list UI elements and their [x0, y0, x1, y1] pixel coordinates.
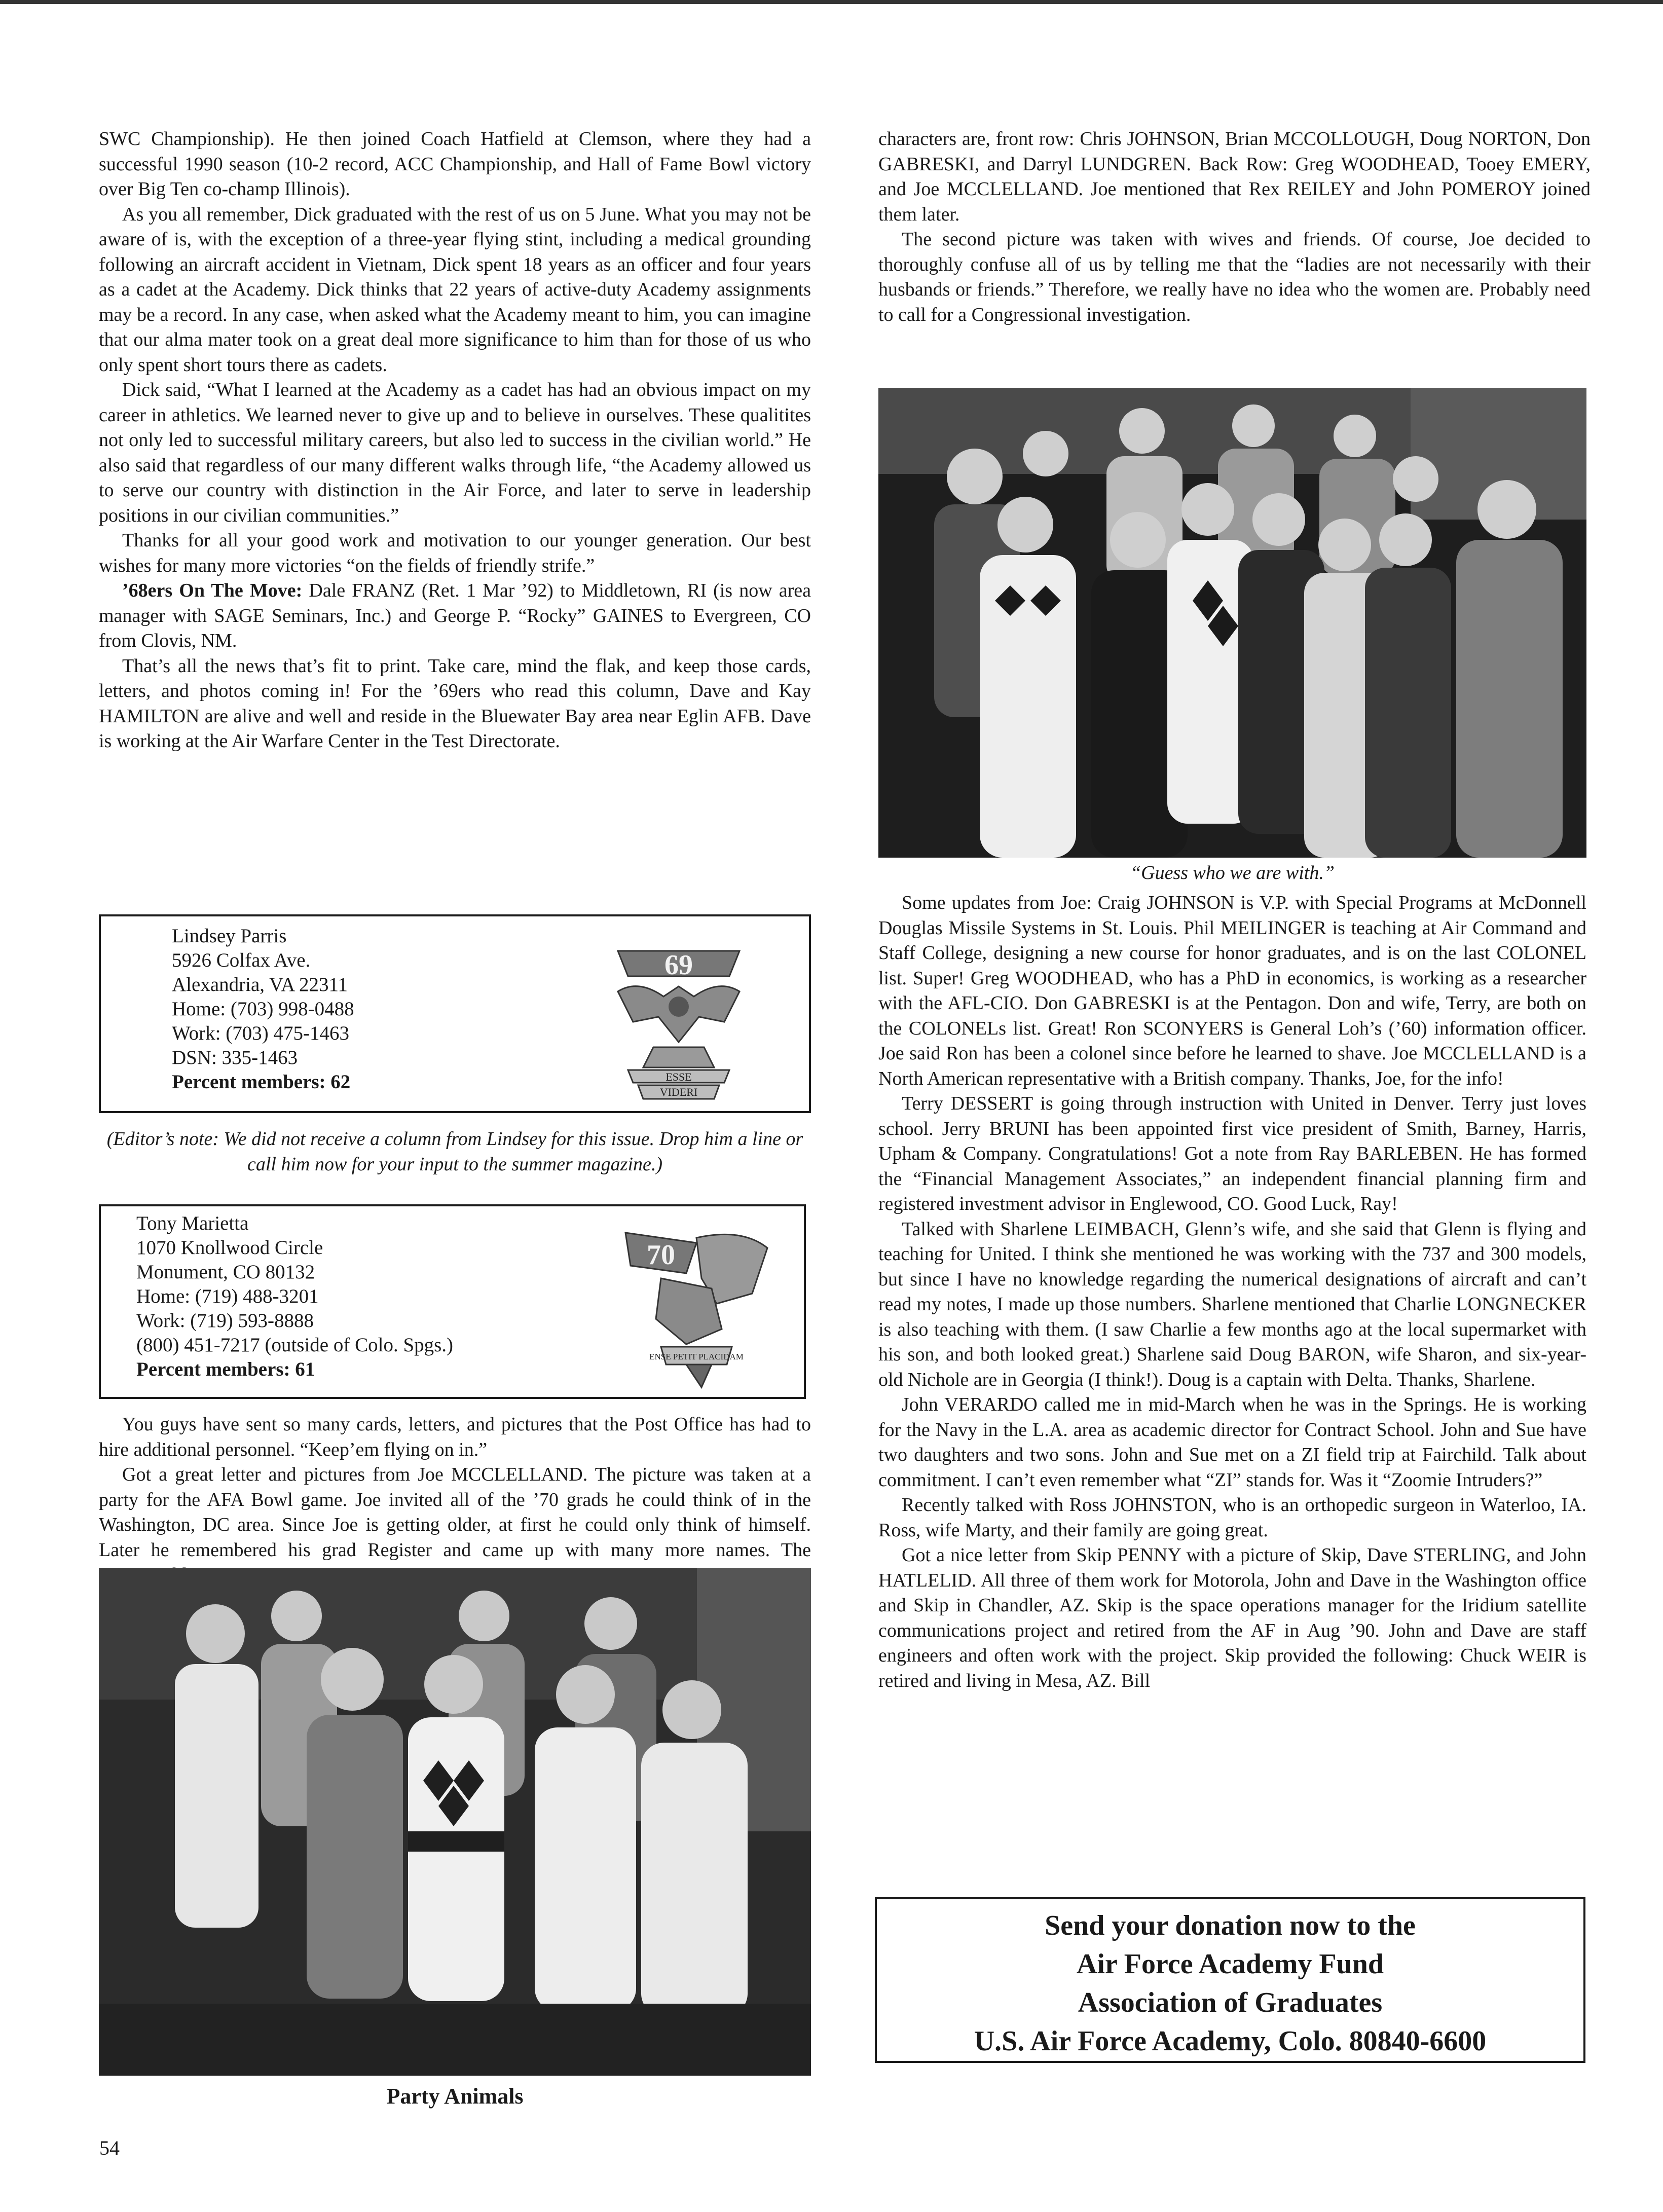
crest-year: 69	[664, 949, 693, 981]
section-lead: ’68ers On The Move:	[122, 580, 303, 601]
contact-address: 5926 Colfax Ave.	[172, 949, 311, 971]
paragraph: Thanks for all your good work and motivation to our younger generation. Our best wishes for many more victories “on the fields of friendly strife.”	[99, 530, 811, 576]
paragraph: SWC Championship). He then joined Coach Hatfield at Clemson, where they had a successful 1990 season (10-2 record, ACC Championship, and Hall of Fame Bowl victory over Big Ten co-champ Illinois).	[99, 128, 811, 200]
donation-line: U.S. Air Force Academy, Colo. 80840-6600	[974, 2025, 1487, 2057]
left-column-bottom-text	[99, 1412, 811, 1588]
crest-motto-2: VIDERI	[659, 1086, 698, 1098]
donation-box	[875, 1897, 1585, 2063]
contact-dsn: DSN: 335-1463	[172, 1047, 298, 1068]
paragraph: Recently talked with Ross JOHNSTON, who is an orthopedic surgeon in Waterloo, IA. Ross, wife Marty, and their family are going great.	[878, 1494, 1586, 1541]
paragraph: characters are, front row: Chris JOHNSON, Brian MCCOLLOUGH, Doug NORTON, Don GABRESKI, and Darryl LUNDGREN. Back Row: Greg WOODHEAD, Tooey EMERY, and Joe MCCLELLAND. Joe mentioned that Rex REILEY and John POMEROY joined them later.	[878, 128, 1591, 225]
paragraph: Got a great letter and pictures from Joe MCCLELLAND. The picture was taken at a party for the AFA Bowl game. Joe invited all of the ’70 grads he could think of in the Washington, DC area. Since Joe is getting older, at first he could only think of himself. Later he remembered his grad Register and came up with many more names. The	[99, 1464, 811, 1561]
left-column-top-text	[99, 127, 811, 754]
contact-name: Lindsey Parris	[172, 925, 287, 947]
party-animals-caption: Party Animals	[386, 2084, 524, 2109]
donation-line: Association of Graduates	[1078, 1987, 1383, 2018]
party-animals-photo	[99, 1568, 811, 2076]
contact-work-phone: Work: (719) 593-8888	[136, 1310, 314, 1332]
paragraph-68ers-on-the-move	[99, 578, 811, 654]
paragraph: Some updates from Joe: Craig JOHNSON is V.P. with Special Programs at McDonnell Douglas Missile Systems in St. Louis. Phil MEILINGER is teaching at Air Command and Staff College, designing a new course for honor graduates, and is on the last COLONEL list. Super! Greg WOODHEAD, who has a PhD in economics, is working as a researcher with the AFL-CIO. Don GABRESKI is at the Pentagon. Don and wife, Terry, are both on the COLONELs list. Great! Ron SCONYERS is General Loh’s (’60) information officer. Joe said Ron has been a colonel since before he learned to shave. Joe MCCLELLAND is a North American representative with a British company. Thanks, Joe, for the info!	[878, 892, 1586, 1089]
contact-work-phone: Work: (703) 475-1463	[172, 1022, 349, 1044]
class-1969-contact-box	[99, 914, 811, 1113]
donation-line: Air Force Academy Fund	[1076, 1948, 1384, 1980]
crest-year: 70	[647, 1239, 675, 1271]
contact-home-phone: Home: (703) 998-0488	[172, 998, 354, 1020]
contact-tollfree-phone: (800) 451-7217 (outside of Colo. Spgs.)	[136, 1334, 454, 1356]
top-rule	[0, 0, 1663, 4]
percent-members: Percent members: 62	[172, 1071, 351, 1093]
section-text: Dale FRANZ (Ret. 1 Mar ’92) to Middletown, RI (is now area manager with SAGE Seminars, Inc.) and George P. “Rocky” GAINES to Evergreen, CO from Clovis, NM.	[99, 580, 811, 651]
class-1969-crest-icon	[598, 931, 760, 1105]
contact-city: Alexandria, VA 22311	[172, 974, 348, 996]
paragraph: The second picture was taken with wives and friends. Of course, Joe decided to thoroughly confuse all of us by telling me that the “ladies are not necessarily with their husbands or friends.” Therefore, we really have no idea who the women are. Probably need to call for a Congressional investigation.	[878, 229, 1591, 325]
class-1970-contact-lines	[136, 1211, 453, 1382]
paragraph: Got a nice letter from Skip PENNY with a picture of Skip, Dave STERLING, and John HATLELID. All three of them work for Motorola, John and Dave in the Washington office and Skip in Chandler, AZ. Skip is the space operations manager for the Iridium satellite communications project and retired from the AF in Aug ’90. John and Dave are staff engineers and often work with the project. Skip provided the following: Chuck WEIR is retired and living in Mesa, AZ. Bill	[878, 1544, 1586, 1691]
paragraph: Terry DESSERT is going through instruction with United in Denver. Terry just loves school. Jerry BRUNI has been appointed first vice president of Smith, Barney, Harris, Upham & Company. Congratulations! Got a note from Ray BARLEBEN. He has formed the “Financial Management Associates,” an independent financial planning firm and registered investment advisor in Englewood, CO. Good Luck, Ray!	[878, 1093, 1586, 1214]
page-number: 54	[99, 2136, 120, 2159]
right-column-bottom-text	[878, 891, 1586, 1693]
class-1969-contact-lines	[172, 924, 354, 1094]
contact-city: Monument, CO 80132	[136, 1261, 315, 1283]
percent-members: Percent members: 61	[136, 1358, 315, 1380]
paragraph: That’s all the news that’s fit to print. Take care, mind the flak, and keep those cards, letters, and photos coming in! For the ’69ers who read this column, Dave and Kay HAMILTON are alive and well and reside in the Bluewater Bay area near Eglin AFB. Dave is working at the Air Warfare Center in the Test Directorate.	[99, 655, 811, 752]
paragraph: John VERARDO called me in mid-March when he was in the Springs. He is working for the Navy in the L.A. area as academic director for Contract School. John and Sue have two daughters and two sons. John and Sue met on a ZI field trip at Fairchild. Talk about commitment. I can’t even remember what “ZI” stands for. Was it “Zoomie Intruders?”	[878, 1394, 1586, 1491]
donation-line: Send your donation now to the	[1045, 1910, 1416, 1941]
guess-who-photo	[878, 388, 1586, 858]
class-1970-contact-box	[99, 1204, 806, 1399]
right-column-top-text	[878, 127, 1591, 327]
guess-who-caption: “Guess who we are with.”	[1130, 862, 1335, 883]
paragraph: As you all remember, Dick graduated with the rest of us on 5 June. What you may not be aware of is, with the exception of a three-year flying stint, including a medical grounding following an aircraft accident in Vietnam, Dick spent 18 years as an officer and four years as a cadet at the Academy. Dick thinks that 22 years of active-duty Academy assignments may be a record. In any case, when asked what the Academy meant to him, you can imagine that our alma mater took on a great deal more significance to him than for those of us who only spent short tours there as cadets.	[99, 203, 811, 376]
contact-name: Tony Marietta	[136, 1212, 249, 1234]
crest-motto: ENSE PETIT PLACIDAM	[649, 1352, 744, 1361]
contact-address: 1070 Knollwood Circle	[136, 1237, 323, 1259]
paragraph: Talked with Sharlene LEIMBACH, Glenn’s wife, and she said that Glenn is flying and teaching for United. I think she mentioned he was working with the 737 and 300 models, but since I have no knowledge regarding the numerical designations of aircraft and can’t read my notes, I made up those numbers. Sharlene mentioned that Charlie LONGNECKER is also teaching with them. (I saw Charlie a few months ago at the local supermarket with his son, and both looked great.) Sharlene said Doug BARON, wife Sharon, and six-year-old Nichole are in Georgia (I think!). Doug is a captain with Delta. Thanks, Sharlene.	[878, 1218, 1586, 1390]
contact-home-phone: Home: (719) 488-3201	[136, 1285, 319, 1307]
class-1970-crest-icon	[610, 1218, 778, 1392]
editors-note: (Editor’s note: We did not receive a column from Lindsey for this issue. Drop him a line or call him now for your input to the summer magazine.)	[106, 1128, 803, 1175]
crest-motto-1: ESSE	[666, 1071, 692, 1083]
paragraph: Dick said, “What I learned at the Academy as a cadet has had an obvious impact on my career in athletics. We learned never to give up and to believe in ourselves. These qualitites not only led to successful military careers, but also led to success in the civilian world.” He also said that regardless of our many different walks through life, “the Academy allowed us to serve our country with distinction in the Air Force, and later to serve in leadership positions in our civilian communities.”	[99, 379, 811, 526]
paragraph: You guys have sent so many cards, letters, and pictures that the Post Office has had to hire additional personnel. “Keep’em flying on in.”	[99, 1414, 811, 1460]
